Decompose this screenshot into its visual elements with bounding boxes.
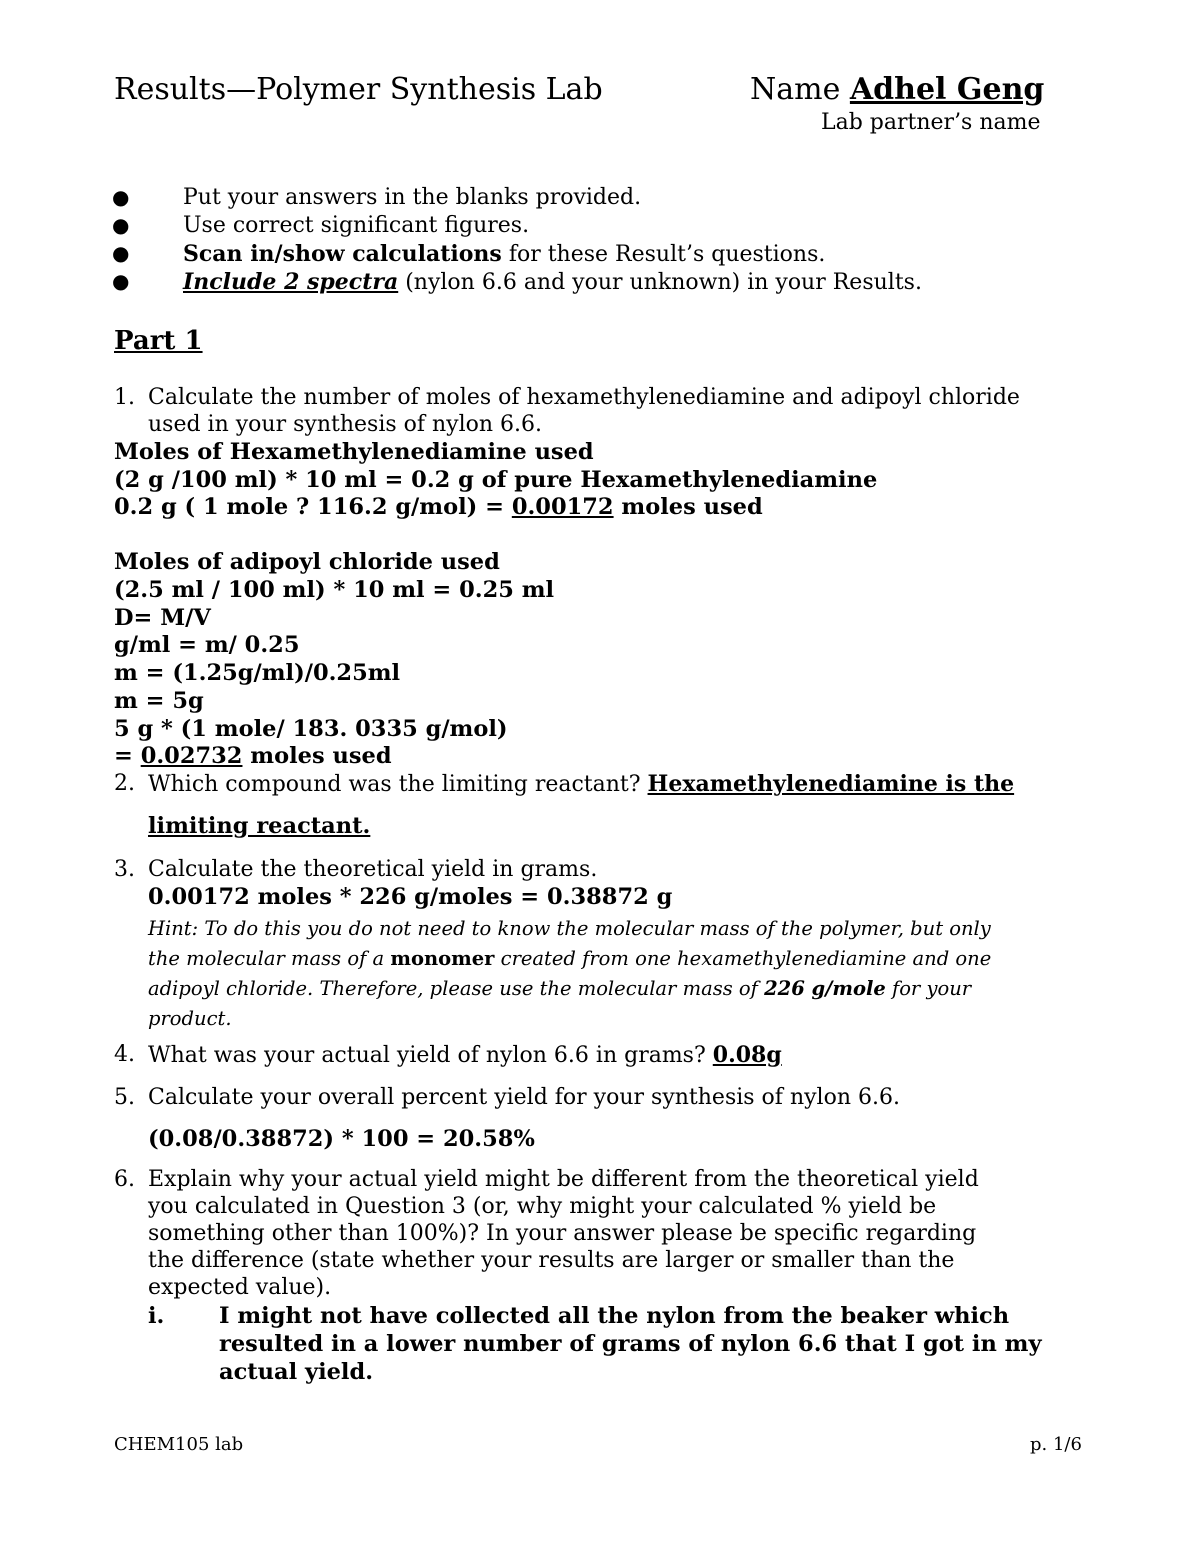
- bullet-icon: ●: [112, 185, 130, 209]
- name-value: Adhel Geng: [849, 72, 1045, 107]
- question-1-line-2: used in your synthesis of nylon 6.6.: [148, 412, 543, 437]
- calc-line: (2.5 ml / 100 ml) * 10 ml = 0.25 ml: [114, 577, 555, 603]
- calc-line: 5 g * (1 mole/ 183. 0335 g/mol): [114, 716, 508, 742]
- calc-line: (2 g /100 ml) * 10 ml = 0.2 g of pure Hexamethylenediamine: [114, 467, 878, 493]
- calc-line: g/ml = m/ 0.25: [114, 632, 300, 658]
- question-6-line: something other than 100%)? In your answer please be specific regarding: [148, 1221, 977, 1246]
- instruction-text: Include 2 spectra (nylon 6.6 and your unknown) in your Results.: [183, 269, 922, 295]
- limiting-reactant-answer-cont: limiting reactant.: [148, 813, 371, 839]
- calc-line: m = 5g: [114, 688, 204, 714]
- hint-line: Hint: To do this you do not need to know the molecular mass of the polymer, but only: [148, 917, 991, 940]
- question-6-line: you calculated in Question 3 (or, why might your calculated % yield be: [148, 1194, 937, 1219]
- calc-line: m = (1.25g/ml)/0.25ml: [114, 660, 401, 686]
- bullet-icon: ●: [112, 213, 130, 237]
- calc-line: Moles of Hexamethylenediamine used: [114, 439, 594, 465]
- document-page: Results—Polymer Synthesis Lab Name Adhel Geng Lab partner’s name ● Put your answers in the blanks provided. ● Use correct significant figures. ● Scan in/show calculations for these Result’s questions. ● Include 2 spectra (nylon 6.6 and your unknown) in your Results. Part 1 1. Calculate the number of moles of hexamethylenediamine and adipoyl chloride used in your synthesis of nylon 6.6. Moles of Hexamethylenediamine used (2 g /100 ml) * 10 ml = 0.2 g of pure Hexamethylenediamine 0.2 g ( 1 mole ? 116.2 g/mol) = 0.00172 moles used Moles of adipoyl chloride used (2.5 ml / 100 ml) * 10 ml = 0.25 ml D= M/V g/ml = m/ 0.25 m = (1.25g/ml)/0.25ml m = 5g 5 g * (1 mole/ 183. 0335 g/mol) = 0.02732 moles used 2. Which compound was the limiting reactant? Hexamethylenediamine is the limiting reactant. 3. Calculate the theoretical yield in grams. 0.00172 moles * 226 g/moles = 0.38872 g Hint: To do this you do not need to know the molecular mass of the polymer, but only the molecular mass of a monomer created from one hexamethylenediamine and one adipoyl chloride. Therefore, please use the molecular mass of 226 g/mole for your product. 4. What was your actual yield of nylon 6.6 in grams? 0.08g 5. Calculate your overall percent yield for your synthesis of nylon 6.6. (0.08/0.38872) * 100 = 20.58% 6. Explain why your actual yield might be different from the theoretical yield you calculated in Question 3 (or, why might your calculated % yield be something other than 100%)? In your answer please be specific regarding the difference (state whether your results are larger or smaller than the expected value). i. I might not have collected all the nylon from the beaker which resulted in a lower number of grams of nylon 6.6 that I got in my actual yield. CHEM105 lab p. 1/6: [112, 72, 1082, 1455]
- moles-adipoyl-answer: 0.02732: [140, 743, 243, 769]
- calc-line: 0.2 g ( 1 mole ? 116.2 g/mol) = 0.00172 moles used: [114, 494, 763, 520]
- hint-line: product.: [148, 1007, 232, 1030]
- hint-line: adipoyl chloride. Therefore, please use the molecular mass of 226 g/mole for your: [148, 977, 972, 1000]
- instruction-text: Scan in/show calculations for these Result’s questions.: [183, 241, 826, 267]
- calc-line: = 0.02732 moles used: [114, 743, 392, 769]
- moles-hmda-answer: 0.00172: [511, 494, 614, 520]
- question-6-line: expected value).: [148, 1275, 332, 1300]
- actual-yield-answer: 0.08g: [712, 1042, 782, 1068]
- answer-roman-numeral: i.: [148, 1303, 165, 1329]
- question-6-answer: I might not have collected all the nylon from the beaker which: [219, 1303, 1010, 1329]
- lab-partner-label: Lab partner’s name: [821, 110, 1041, 135]
- bullet-icon: ●: [112, 269, 130, 293]
- question-6-answer: actual yield.: [219, 1359, 374, 1385]
- instruction-text: Put your answers in the blanks provided.: [183, 185, 642, 210]
- page-title: Results—Polymer Synthesis Lab: [114, 72, 603, 107]
- question-6-answer: resulted in a lower number of grams of nylon 6.6 that I got in my: [219, 1331, 1042, 1357]
- percent-yield-calc: (0.08/0.38872) * 100 = 20.58%: [148, 1126, 535, 1152]
- name-label: Name: [750, 72, 841, 107]
- calc-line: D= M/V: [114, 605, 211, 631]
- student-name: [750, 72, 1044, 107]
- footer-page-number: p. 1/6: [1030, 1434, 1082, 1455]
- question-6-line: the difference (state whether your results are larger or smaller than the: [148, 1248, 955, 1273]
- footer-course: CHEM105 lab: [114, 1434, 244, 1455]
- bullet-icon: ●: [112, 241, 130, 265]
- calc-line: Moles of adipoyl chloride used: [114, 549, 500, 575]
- section-heading: Part 1: [114, 326, 203, 356]
- instruction-text: Use correct significant figures.: [183, 213, 530, 238]
- limiting-reactant-answer: Hexamethylenediamine is the: [647, 771, 1015, 797]
- hint-line: the molecular mass of a monomer created from one hexamethylenediamine and one: [148, 947, 992, 970]
- theoretical-yield-calc: 0.00172 moles * 226 g/moles = 0.38872 g: [148, 884, 673, 910]
